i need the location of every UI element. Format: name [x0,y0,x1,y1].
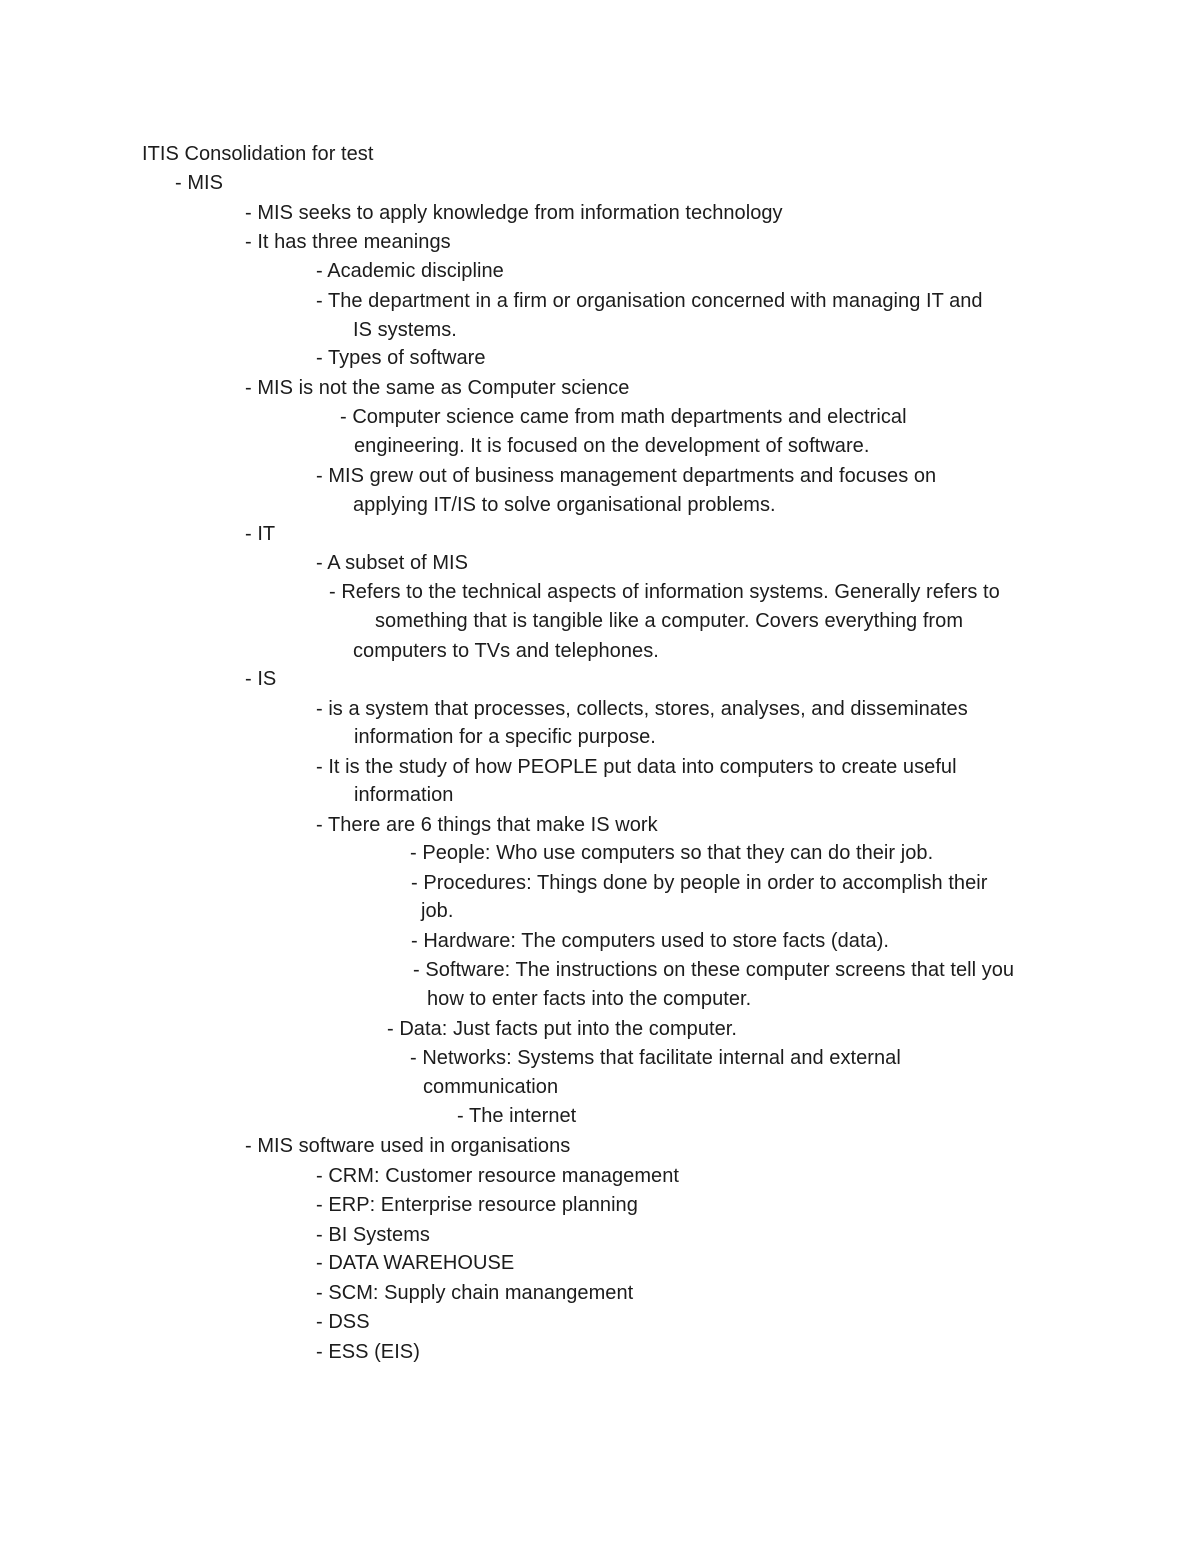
outline-line: - is a system that processes, collects, stores, analyses, and disseminates [316,698,968,720]
outline-line: - BI Systems [316,1224,430,1246]
outline-line: - CRM: Customer resource management [316,1165,679,1187]
outline-line: - Academic discipline [316,260,504,282]
outline-line: job. [421,900,454,922]
outline-line: - IS [245,668,277,690]
outline-line: - It is the study of how PEOPLE put data into computers to create useful [316,756,957,778]
outline-line: - Hardware: The computers used to store facts (data). [411,930,890,952]
outline-line: - Data: Just facts put into the computer. [387,1018,737,1040]
outline-line: communication [423,1076,559,1098]
outline-line: - The internet [457,1105,577,1127]
outline-line: - ERP: Enterprise resource planning [316,1194,638,1216]
outline-line: - DSS [316,1311,370,1333]
outline-line: - A subset of MIS [316,552,469,574]
outline-line: - Software: The instructions on these computer screens that tell you [413,959,1015,981]
outline-line: - SCM: Supply chain manangement [316,1282,634,1304]
outline-line: applying IT/IS to solve organisational problems. [353,494,776,516]
outline-line: - MIS software used in organisations [245,1135,571,1157]
outline-line: IS systems. [353,319,457,341]
outline-line: information [354,784,454,806]
outline-line: - ESS (EIS) [316,1341,420,1363]
outline-line: - Procedures: Things done by people in order to accomplish their [411,872,988,894]
outline-line: - Types of software [316,347,486,369]
outline-line: - People: Who use computers so that they can do their job. [410,842,934,864]
outline-line: - MIS grew out of business management departments and focuses on [316,465,937,487]
outline-line: - Refers to the technical aspects of information systems. Generally refers to [329,581,1000,603]
outline-line: information for a specific purpose. [354,726,656,748]
outline-line: - There are 6 things that make IS work [316,814,658,836]
outline-line: - MIS is not the same as Computer science [245,377,630,399]
outline-line: - DATA WAREHOUSE [316,1252,515,1274]
outline-line: - It has three meanings [245,231,451,253]
outline-line: - The department in a firm or organisation concerned with managing IT and [316,290,983,312]
outline-line: how to enter facts into the computer. [427,988,752,1010]
outline-line: - Computer science came from math departments and electrical [340,406,907,428]
outline-line: - IT [245,523,276,545]
outline-line: - Networks: Systems that facilitate internal and external [410,1047,901,1069]
document-title: ITIS Consolidation for test [142,143,374,165]
outline-line: - MIS seeks to apply knowledge from information technology [245,202,783,224]
outline-line: - MIS [175,172,224,194]
outline-line: engineering. It is focused on the development of software. [354,435,870,457]
outline-line: something that is tangible like a computer. Covers everything from [375,610,964,632]
outline-line: computers to TVs and telephones. [353,640,659,662]
